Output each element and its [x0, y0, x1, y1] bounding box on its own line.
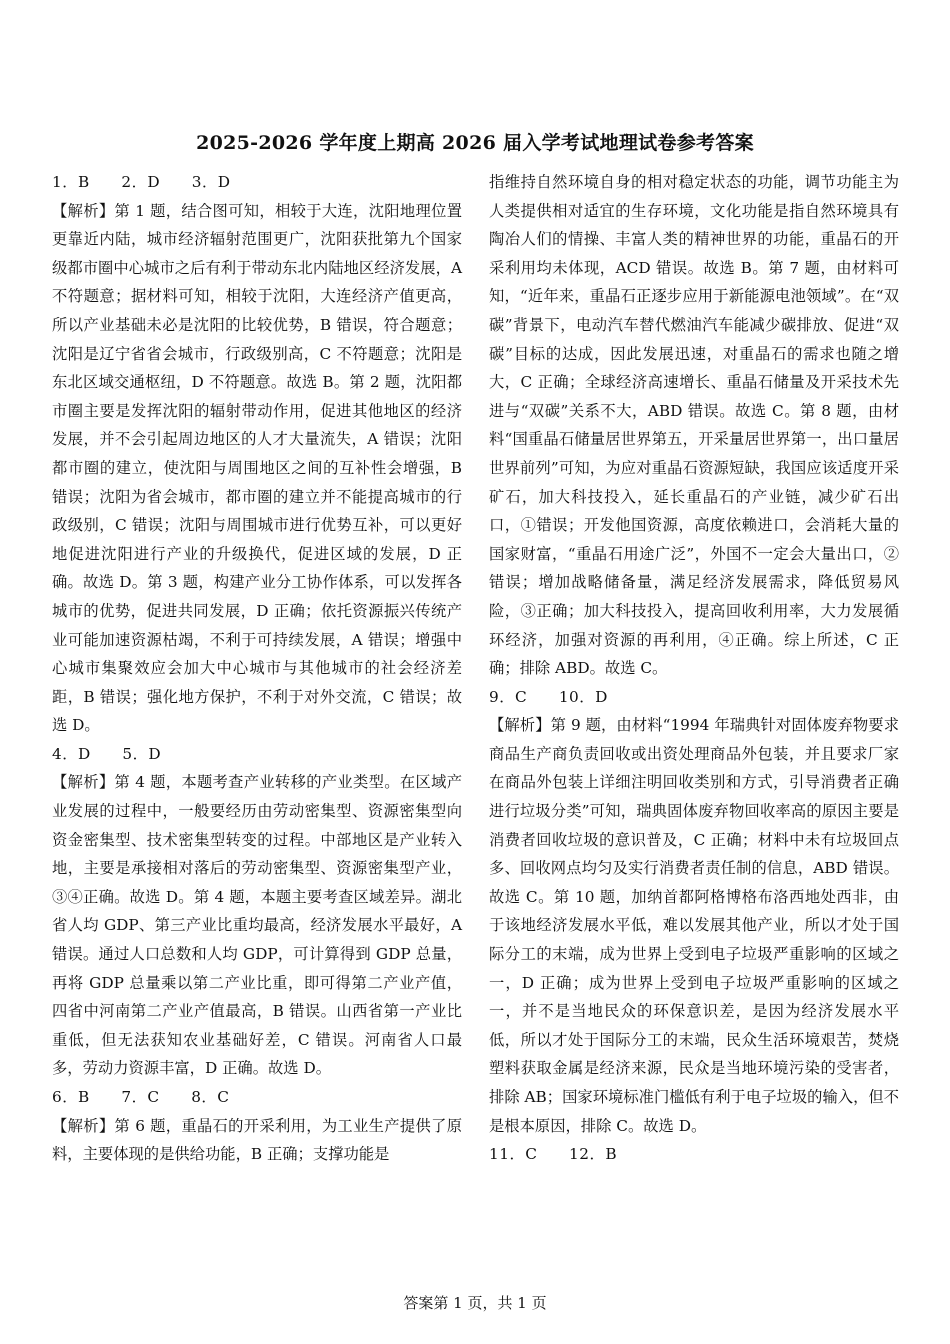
answer-line: 9．C 10．D: [489, 687, 608, 706]
analysis-paragraph: 指维持自然环境自身的相对稳定状态的功能，调节功能主为人类提供相对适宜的生存环境，文化功能是指自然环境具有陶冶人们的情操、丰富人类的精神世界的功能，重晶石的开采利用均未体现，ACD 错误。故选 B。第 7 题，由材料可知，“近年来，重晶石正逐步应用于新能源电池领域”。在“双碳”背景下，电动汽车替代燃油汽车能减少碳排放、促进“双碳”目标的达成，因此发展迅速，对重晶石的需求也随之增大，C 正确；全球经济高速增长、重晶石储量及开采技术先进与“双碳”关系不大，ABD 错误。故选 C。第 8 题，由材料“国重晶石储量居世界第五，开采量居世界第一，出口量居世界前列”可知，为应对重晶石资源短缺，我国应该适度开采矿石，加大科技投入，延长重晶石的产业链，减少矿石出口，①错误；开发他国资源，高度依赖进口，会消耗大量的国家财富，“重晶石用途广泛”，外国不一定会大量出口，②错误；增加战略储备量，满足经济发展需求，降低贸易风险，③正确；加大科技投入，提高回收利用率，大力发展循环经济，加强对资源的再利用，④正确。综上所述，C 正确；排除 ABD。故选 C。: [489, 173, 899, 678]
answer-line: 4．D 5．D: [52, 744, 162, 763]
analysis-paragraph: 【解析】第 6 题，重晶石的开采利用，为工业生产提供了原料，主要体现的是供给功能，B 正确；支撑功能是: [52, 1116, 462, 1164]
analysis-paragraph: 【解析】第 4 题，本题考查产业转移的产业类型。在区域产业发展的过程中，一般要经历由劳动密集型、资源密集型向资金密集型、技术密集型转变的过程。中部地区是产业转入地，主要是承接相对落后的劳动密集型、资源密集型产业，③④正确。故选 D。第 4 题，本题主要考查区域差异。湖北省人均 GDP、第三产业比重均最高，经济发展水平最好，A 错误。通过人口总数和人均 GDP，可计算得到 GDP 总量，再将 GDP 总量乘以第二产业比重，即可得第二产业产值，四省中河南第二产业产值最高，B 错误。山西省第一产业比重低，但无法获知农业基础好差，C 错误。河南省人口最多，劳动力资源丰富，D 正确。故选 D。: [52, 773, 462, 1078]
analysis-paragraph: 【解析】第 9 题，由材料“1994 年瑞典针对固体废弃物要求商品生产商负责回收或出资处理商品外包装，并且要求厂家在商品外包装上详细注明回收类别和方式，引导消费者正确进行垃圾分类”可知，瑞典固体废弃物回收率高的原因主要是消费者回收垃圾的意识普及，C 正确；材料中未有垃圾回点多、回收网点均匀及实行消费者责任制的信息，ABD 错误。故选 C。第 10 题，加纳首都阿格博格布洛西地处西非，由于该地经济发展水平低，难以发展其他产业，所以才处于国际分工的末端，成为世界上受到电子垃圾严重影响的区域之一，D 正确；成为世界上受到电子垃圾严重影响的区域之一，并不是当地民众的环保意识差，是因为经济发展水平低，所以才处于国际分工的末端，民众生活环境艰苦，焚烧塑料获取金属是经济来源，民众是当地环境污染的受害者，排除 AB；国家环境标准门槛低有利于电子垃圾的输入，但不是根本原因，排除 C。故选 D。: [489, 716, 899, 1135]
page-footer: 答案第 1 页，共 1 页: [403, 1294, 547, 1312]
answer-line: 11．C 12．B: [489, 1145, 618, 1164]
left-column: [52, 168, 462, 1169]
answer-line: 1．B 2．D 3．D: [52, 173, 231, 191]
answer-line: 6．B 7．C 8．C: [52, 1088, 230, 1106]
right-column: [489, 168, 899, 1169]
page-title: 2025-2026 学年度上期高 2026 届入学考试地理试卷参考答案: [196, 132, 754, 154]
analysis-paragraph: 【解析】第 1 题，结合图可知，相较于大连，沈阳地理位置更靠近内陆，城市经济辐射范围更广，沈阳获批第九个国家级都市圈中心城市之后有利于带动东北内陆地区经济发展，A 不符题意；据材料可知，相较于沈阳，大连经济产值更高，所以产业基础未必是沈阳的比较优势，B 错误，符合题意；沈阳是辽宁省省会城市，行政级别高，C 不符题意；沈阳是东北区域交通枢纽，D 不符题意。故选 B。第 2 题，沈阳都市圈主要是发挥沈阳的辐射带动作用，促进其他地区的经济发展，并不会引起周边地区的人才大量流失，A 错误；沈阳都市圈的建立，使沈阳与周围地区之间的互补性会增强，B 错误；沈阳为省会城市，都市圈的建立并不能提高城市的行政级别，C 错误；沈阳与周围城市进行优势互补，可以更好地促进沈阳进行产业的升级换代，促进区域的发展，D 正确。故选 D。第 3 题，构建产业分工协作体系，可以发挥各城市的优势，促进共同发展，D 正确；依托资源振兴传统产业可能加速资源枯竭，不利于可持续发展，A 错误；增强中心城市集聚效应会加大中心城市与其他城市的社会经济差距，B 错误；强化地方保护，不利于对外交流，C 错误；故选 D。: [52, 201, 462, 735]
